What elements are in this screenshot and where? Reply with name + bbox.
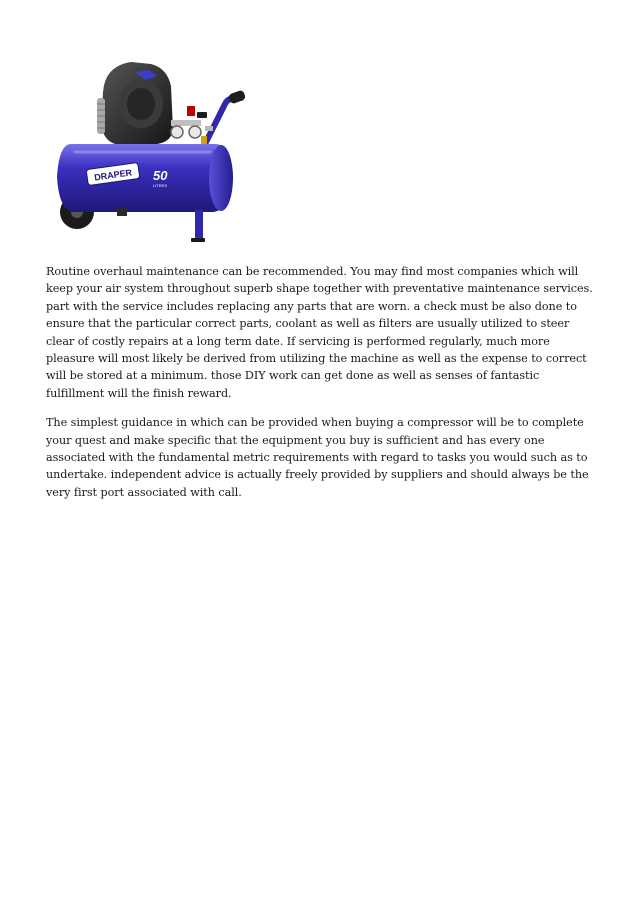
brand-label: DRAPER: [93, 167, 133, 183]
capacity-label: 50: [153, 168, 168, 183]
paragraph: The simplest guidance in which can be provided when buying a compressor will be to complete your quest and make specific that the equipment you buy is sufficient and has every one associated with the fundamental metric requirements with regard to tasks you would such as to undertake. independent advice is actually freely provided by suppliers and should always be the very first port associated with call.: [46, 416, 589, 499]
capacity-unit: LITRES: [153, 183, 168, 188]
paragraph: Routine overhaul maintenance can be recommended. You may find most companies which will keep your air system throughout superb shape together with preventative maintenance services. part with the service includes replacing any parts that are worn. a check must be also done to ensure that the particular correct parts, coolant as well as filters are usually utilized to steer clear of costly repairs at a long term date. If servicing is performed regularly, much more pleasure will most likely be derived from utilizing the machine as well as the expense to correct will be stored at a minimum. those DIY work can get done as well as senses of fantastic fulfillment will the finish reward.: [46, 265, 593, 400]
article-body: [46, 263, 594, 513]
air-compressor-image: [45, 52, 255, 244]
